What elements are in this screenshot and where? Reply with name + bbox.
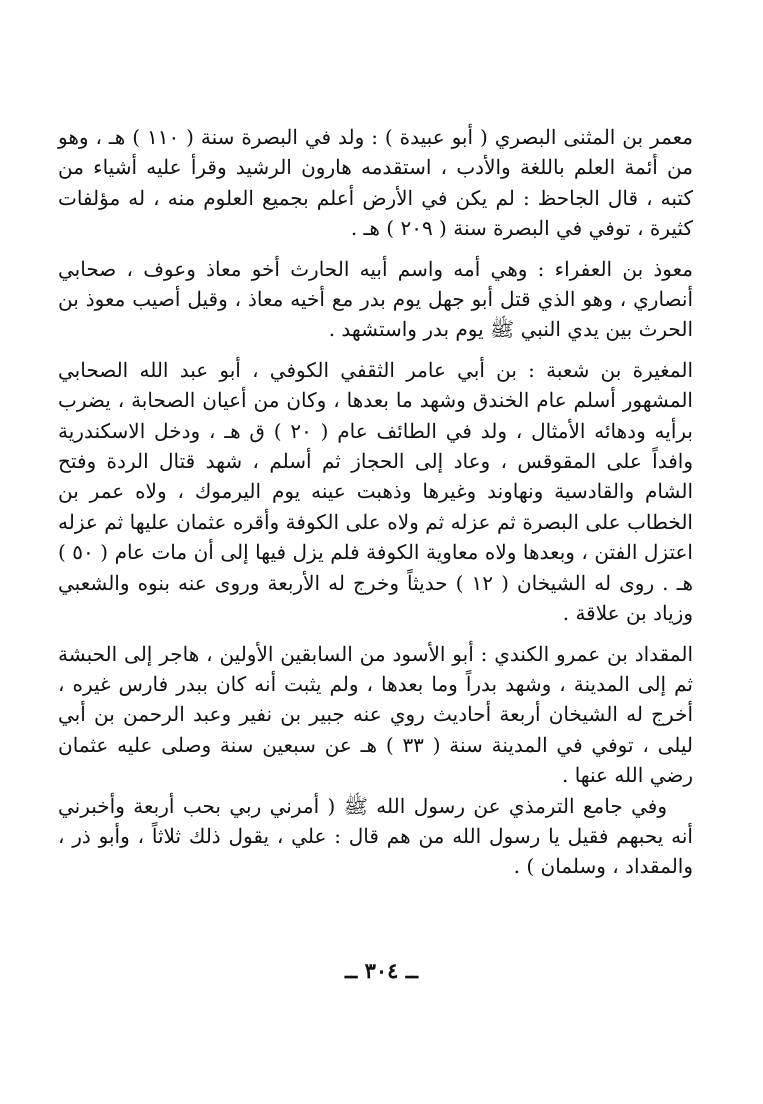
tirmidhi-hadith-paragraph: وفي جامع الترمذي عن رسول الله ﷺ ( أمرني ربي بحب أربعة وأخبرني أنه يحبهم فقيل يا رسول الله من هم قال : علي ، يقول ذلك ثلاثاً ، وأبو ذر ، والمقداد ، وسلمان ) .	[58, 793, 693, 879]
page-body-text	[58, 122, 693, 882]
biography-al-miqdad-ibn-amr: المقداد بن عمرو الكندي : أبو الأسود من السابقين الأولين ، هاجر إلى الحبشة ثم إلى المدينة ، وشهد بدراً وما بعدها ، ولم يثبت أنه كان ببدر فارس غيره ، أخرج له الشيخان أربعة أحاديث روي عنه جبير بن نفير وعبد الرحمن بن أبي ليلى ، توفي في المدينة سنة ( ٣٣ ) هـ عن سبعين سنة وصلى عليه عثمان رضي الله عنها .	[58, 641, 694, 788]
biography-muawwidh-ibn-afra: معوذ بن العفراء : وهي أمه واسم أبيه الحارث أخو معاذ وعوف ، صحابي أنصاري ، وهو الذي قتل أبو جهل يوم بدر مع أخيه معاذ ، وقيل أصيب معوذ بن الحرث بين يدي النبي ﷺ يوم بدر واستشهد .	[58, 256, 693, 342]
biography-al-mughira-ibn-shuba: المغيرة بن شعبة : بن أبي عامر الثقفي الكوفي ، أبو عبد الله الصحابي المشهور أسلم عام الخندق وشهد ما بعدها ، وكان من أعيان الصحابة ، يضرب برأيه ودهائه الأمثال ، ولد في الطائف عام ( ٢٠ ) ق هـ ، ودخل الاسكندرية وافداً على المقوقس ، وعاد إلى الحجاز ثم أسلم ، شهد قتال الردة وفتح الشام والقادسية ونهاوند وغيرها وذهبت عينه يوم اليرموك ، ولاه عمر بن الخطاب على البصرة ثم عزله ثم ولاه على الكوفة وأقره عثمان عليها ثم عزله اعتزل الفتن ، وبعدها ولاه معاوية الكوفة فلم يزل فيها إلى أن مات عام ( ٥٠ ) هـ . روى له الشيخان ( ١٢ ) حديثاً وخرج له الأربعة وروى عنه بنوه والشعبي وزياد بن علاقة .	[58, 357, 694, 626]
biography-muammar-ibn-al-muthanna: معمر بن المثنى البصري ( أبو عبيدة ) : ولد في البصرة سنة ( ١١٠ ) هـ ، وهو من أئمة العلم باللغة والأدب ، استقدمه هارون الرشيد وقرأ عليه أشياء من كتبه ، قال الجاحظ : لم يكن في الأرض أعلم بجميع العلوم منه ، له مؤلفات كثيرة ، توفي في البصرة سنة ( ٢٠٩ ) هـ .	[58, 125, 693, 241]
page-number: ــ ٣٠٤ ــ	[344, 958, 419, 983]
